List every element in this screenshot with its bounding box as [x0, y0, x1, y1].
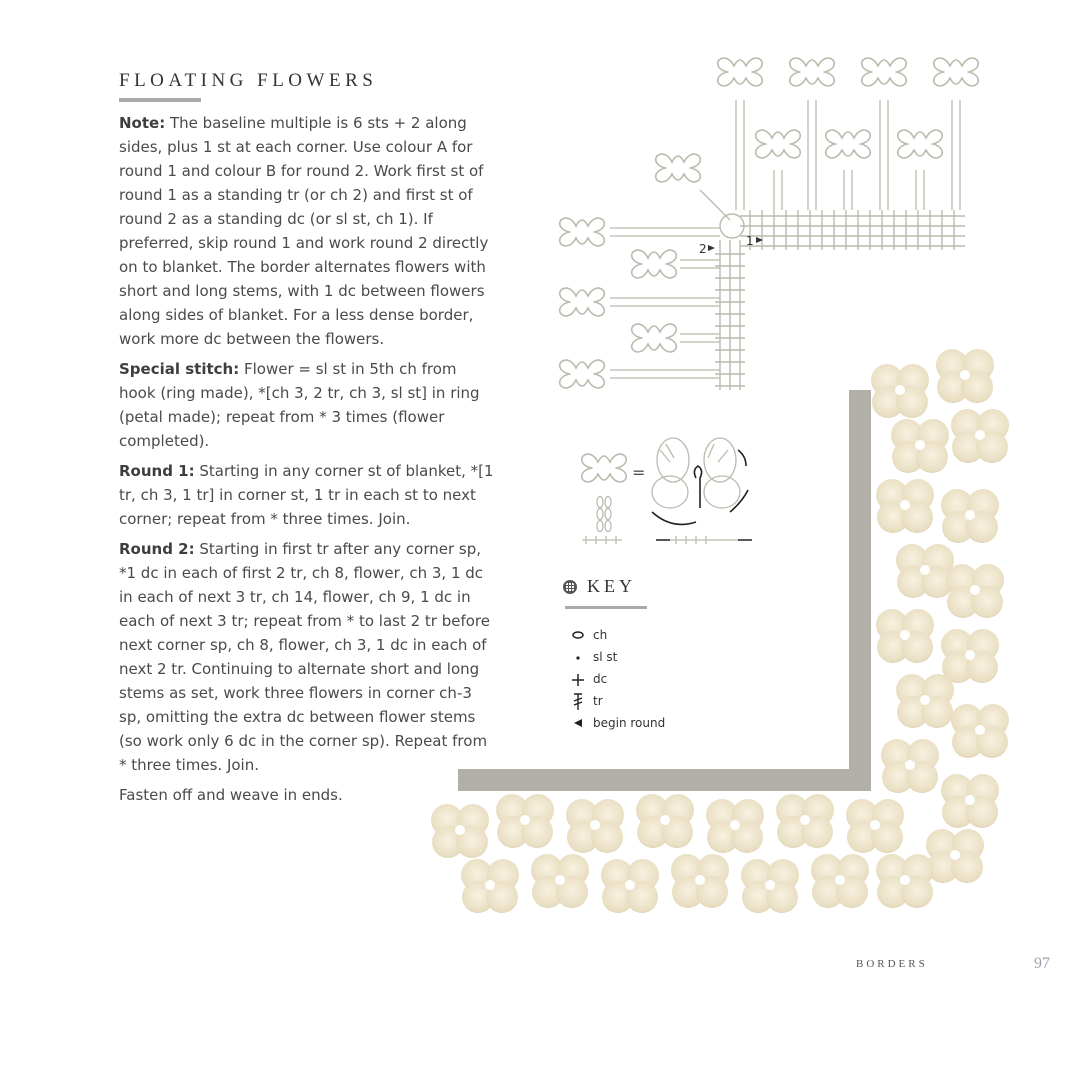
chart-round2-arrow-icon	[708, 245, 715, 251]
key-item-label: tr	[593, 694, 603, 708]
section-label: BORDERS	[856, 958, 928, 970]
note-text: The baseline multiple is 6 sts + 2 along sides, plus 1 st at each corner. Use colour A for round 1 and colour B for round 2. Work first st of round 1 as a standing tr (or ch 2) and first st of round 2 as a standing dc (or sl st, ch 1). If preferred, skip round 1 and work round 2 directly on to blanket. The border alternates flowers with short and long stems, with 1 dc between flowers along sides of blanket. For a less dense border, work more dc between the flowers.	[119, 114, 489, 348]
title-underline	[119, 98, 201, 102]
equals-sign: =	[632, 463, 646, 482]
round1-text: Starting in any corner st of blanket, *[1 tr, ch 3, 1 tr] in corner st, 1 tr in each st to next corner; repeat from * three times. Join.	[119, 462, 494, 528]
special-stitch-text: Flower = sl st in 5th ch from hook (ring made), *[ch 3, 2 tr, ch 3, sl st] in ring (petal made); repeat from * 3 times (flower completed).	[119, 360, 480, 450]
key-item-label: ch	[593, 628, 608, 642]
photo-bottom-flowers	[431, 794, 934, 913]
round2-label: Round 2:	[119, 540, 195, 558]
special-stitch-label: Special stitch:	[119, 360, 240, 378]
key-title: KEY	[587, 576, 636, 596]
chart-top-flowers	[656, 58, 979, 182]
page-number: 97	[1034, 955, 1050, 972]
key-item-label: dc	[593, 672, 608, 686]
key-item-label: begin round	[593, 716, 666, 730]
round1-label: Round 1:	[119, 462, 195, 480]
page-title: FLOATING FLOWERS	[119, 70, 378, 91]
chart-round2-label: 2	[699, 242, 707, 256]
chart-stems	[610, 100, 960, 378]
round2-text: Starting in first tr after any corner sp, *1 dc in each of first 2 tr, ch 8, flower, ch 3, 1 dc in each of next 3 tr, ch 14, flower, ch 9, 1 dc in each of next 3 tr; repeat from * to last 2 tr before next corner sp, ch 8, flower, ch 3, 1 dc in each of next 2 tr. Continuing to alternate short and long stems as set, work three flowers in corner ch-3 sp, omitting the extra dc between flower stems (so work only 6 dc in the corner sp). Repeat from * three times. Join.	[119, 540, 491, 774]
note-paragraph	[119, 111, 497, 351]
border-sample-photo	[410, 340, 1020, 940]
finish-paragraph: Fasten off and weave in ends.	[119, 786, 343, 804]
key-item-label: sl st	[593, 650, 618, 664]
note-label: Note:	[119, 114, 166, 132]
chart-round1-label: 1	[746, 234, 754, 248]
